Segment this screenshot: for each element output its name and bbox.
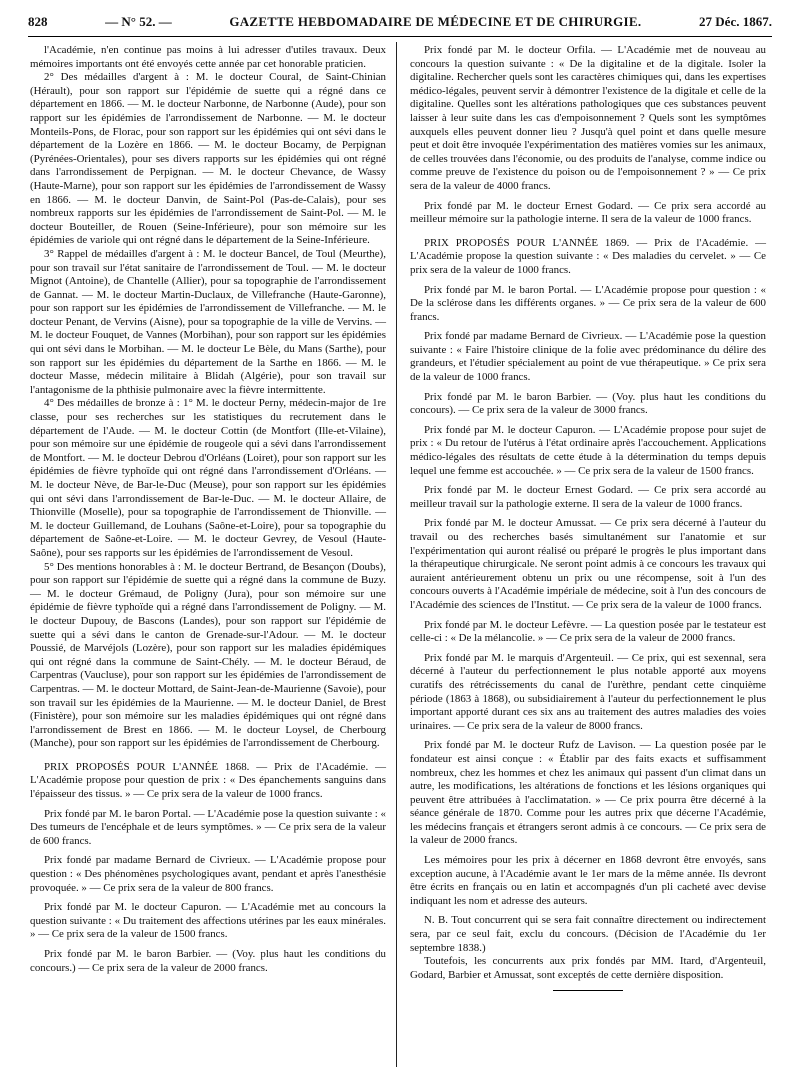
prize-paragraph: Prix fondé par M. le docteur Orfila. — L'Académie met de nouveau au concours la question suivante : « De la digitaline et de la digitale. Isoler la digitaline. Rechercher quels sont les caractères chimiques qui, dans les expertises médico-légales, peuvent servir à démontrer l'existence de la digitale et celle de la digitaline. Quelles sont les altérations pathologiques que ces substances peuvent laisser à leur suite dans les cas d'empoisonnement ? Quels sont les symptômes auxquels elles peuvent donner lieu ? Jusqu'à quel point et dans quelle mesure peut et doit être invoquée l'expérimentation des matières vomies sur les animaux, de celles trouvées dans l'économie, ou des produits de l'analyse, comme indice ou comme preuve de l'existence du poison ou de l'empoisonnement ? » — Ce prix sera de la valeur de 4000 francs. — [410, 44, 766, 192]
paragraph: Les mémoires pour les prix à décerner en 1868 devront être envoyés, sans exception aucune, à l'Académie avant le 1er mars de la même année. Ils devront être écrits en français ou en latin et accompagnés d'un pli cacheté avec devise indiquant les nom et adresse des auteurs. — [410, 854, 766, 907]
prize-paragraph: Prix fondé par M. le docteur Capuron. — L'Académie propose pour sujet de prix : « Du retour de l'utérus à l'état ordinaire après l'accouchement. Applications médico-légales des résultats de cette étude à la détermination du temps depuis lequel une femme est accouchée. » — Ce prix sera de la valeur de 1500 francs. — [410, 423, 766, 477]
prize-paragraph: Prix fondé par M. le docteur Amussat. — Ce prix sera décerné à l'auteur du travail ou des recherches basés simultanément sur l'anatomie et sur l'expérimentation qui auront réalisé ou préparé le progrès le plus important dans la thérapeutique chirurgicale. Ne seront point admis à ce concours les travaux qui auraient antérieurement obtenu un prix ou une récompense, soit à l'un des concours ouverts à l'Académie impériale de médecine, soit à l'un des concours de l'Académie des sciences de l'Institut. — Ce prix sera de la valeur de 1000 francs. — [410, 517, 766, 611]
prize-paragraph: Prix fondé par M. le docteur Ernest Godard. — Ce prix sera accordé au meilleur travail sur la pathologie externe. Il sera de la valeur de 1000 francs. — [410, 484, 766, 510]
header-rule — [28, 36, 772, 37]
prize-paragraph: Prix fondé par M. le baron Barbier. — (Voy. plus haut les conditions du concours). — Ce prix sera de la valeur de 3000 francs. — [410, 390, 766, 417]
section-heading-1869: PRIX PROPOSÉS POUR L'ANNÉE 1869. — Prix de l'Académie. — L'Académie propose la question suivante : « Des maladies du cervelet. » — Ce prix sera de la valeur de 1000 francs. — [410, 236, 766, 276]
paragraph: 4° Des médailles de bronze à : 1° M. le docteur Perny, médecin-major de 1re classe, pour ses recherches sur les statistiques du recrutement dans le département de l'Aude. — M. le docteur Cottin (de Montfort (Ille-et-Vilaine), pour son mémoire sur une épidémie de rougeole qui a sévi dans l'arrondissement de Montfort. — M. le docteur Debrou d'Orléans (Loiret), pour son rapport sur les épidémies de fièvre typhoïde qui ont régné dans l'arrondissement d'Orléans. — M. le docteur Nève, de Bar-le-Duc (Meuse), pour son rapport sur les épidémies qui ont sévi dans l'arrondissement de Bar-le-Duc. — M. le docteur Allaire, de Thionville (Moselle), pour sa topographie de l'arrondissement de Thionville. — M. le docteur Guillemand, de Louhans (Saône-et-Loire), pour sa topographie du département de Saône-et-Loire. — M. le docteur Gevrey, de Vesoul (Haute-Saône), pour ses rapports sur les épidémies de l'arrondissement de Vesoul. — [30, 397, 386, 559]
page-number: 828 — [28, 14, 48, 29]
left-column — [30, 44, 386, 975]
note-paragraph: N. B. Tout concurrent qui se sera fait connaître directement ou indirectement sera, par ce seul fait, exclu du concours. (Décision de l'Académie du 1er septembre 1838.) — [410, 914, 766, 954]
paragraph: Toutefois, les concurrents aux prix fondés par MM. Itard, d'Argenteuil, Godard, Barbier et Amussat, sont exceptés de cette dernière disposition. — [410, 955, 766, 981]
issue-date: 27 Déc. 1867. — [699, 14, 772, 29]
prize-paragraph: Prix fondé par M. le docteur Ernest Godard. — Ce prix sera accordé au meilleur mémoire sur la pathologie interne. Il sera de la valeur de 1000 francs. — [410, 199, 766, 226]
prize-paragraph: Prix fondé par M. le docteur Rufz de Lavison. — La question posée par le fondateur est ainsi conçue : « Établir par des faits exacts et suffisamment nombreux, chez les hommes et chez les animaux qui passent d'un climat dans un autre, les modifications, les altérations de fonctions et les lésions organiques qui peuvent être attribuées à l'acclimatation. » — Ce prix pourra être décerné à la séance générale de 1870. Comme pour les autres prix que décerne l'Académie, les médecins français et étrangers seront admis à ce concours. — Ce prix sera de la valeur de 2000 francs. — [410, 739, 766, 847]
end-rule — [553, 990, 623, 991]
prize-paragraph: Prix fondé par madame Bernard de Civrieux. — L'Académie pose la question suivante : « Faire l'histoire clinique de la folie avec prédominance du délire des grandeurs, et l'étudier spécialement au point de vue thérapeutique. » Ce prix sera de la valeur de 1000 francs. — [410, 330, 766, 384]
prize-paragraph: Prix fondé par M. le marquis d'Argenteuil. — Ce prix, qui est sexennal, sera décerné à l'auteur du perfectionnement le plus notable apporté aux moyens curatifs des rétrécissements du canal de l'urèthre, pendant cette cinquième période (1863 à 1868), ou subsidiairement à l'auteur du perfectionnement le plus important apporté durant ces six ans au traitement des autres maladies des voies urinaires. — Ce prix sera de la valeur de 8000 francs. — [410, 651, 766, 732]
right-column — [410, 44, 766, 991]
section-heading-1868: PRIX PROPOSÉS POUR L'ANNÉE 1868. — Prix de l'Académie. — L'Académie propose pour question de prix : « Des épanchements sanguins dans l'épaisseur des tissus. » — Ce prix sera de la valeur de 1000 francs. — [30, 760, 386, 801]
prize-paragraph: Prix fondé par M. le baron Portal. — L'Académie propose pour question : « De la sclérose dans les différents organes. » — Ce prix sera de la valeur de 600 francs. — [410, 283, 766, 323]
prize-paragraph: Prix fondé par M. le baron Portal. — L'Académie pose la question suivante : « Des tumeurs de l'encéphale et de leurs symptômes. » — Ce prix sera de la valeur de 600 francs. — [30, 807, 386, 847]
prize-paragraph: Prix fondé par M. le docteur Capuron. — L'Académie met au concours la question suivante : « Du traitement des affections utérines par les eaux minérales. » — Ce prix sera de la valeur de 1500 francs. — [30, 901, 386, 941]
issue-number: — N° 52. — — [105, 14, 172, 29]
paragraph: 2° Des médailles d'argent à : M. le docteur Coural, de Saint-Chinian (Hérault), pour son rapport sur l'épidémie de suette qui a régné dans ce département en 1866. — M. le docteur Narbonne, de Narbonne (Aude), pour son rapport sur les épidémies de l'arrondissement de Narbonne. — M. le docteur Monteils-Pons, de Florac, pour son rapport sur les épidémies qui ont sévi dans le département de la Lozère en 1866. — M. le docteur Bocamy, de Perpignan (Pyrénées-Orientales), pour ses divers rapports sur les épidémies qui ont régné dans l'arrondissement de Perpignan. — M. le docteur Chevance, de Wassy (Haute-Marne), pour son rapport sur les épidémies de l'arrondissement de Wassy en 1866. — M. le docteur Danvin, de Saint-Pol (Pas-de-Calais), pour ses nombreux rapports sur les épidémies de l'arrondissement de Saint-Pol. — M. le docteur Bouteiller, de Rouen (Seine-Inférieure), pour son mémoire sur les épidémies de variole qui ont régné dans le département de la Seine-Inférieure. — [30, 71, 386, 247]
page-header — [28, 10, 772, 34]
paragraph: 5° Des mentions honorables à : M. le docteur Bertrand, de Besançon (Doubs), pour son rapport sur l'épidémie de suette qui a régné dans la commune de Buzy. — M. le docteur Grémaud, de Poligny (Jura), pour son mémoire sur une épidémie de fièvre typhoïde qui a régné dans l'arrondissement de Poligny. — M. le docteur Dupouy, de Bascons (Landes), pour son rapport sur l'épidémie de suette qui a sévi dans le canton de Grenade-sur-l'Adour. — M. le docteur Poussié, de Marvéjols (Lozère), pour son rapport sur les maladies épidémiques qui ont régné dans la commune de Saint-Chély. — M. le docteur Béraud, de Carpentras (Vaucluse), pour son rapport sur les épidémies de l'arrondissement de Carpentras. — M. le docteur Mottard, de Saint-Jean-de-Maurienne (Savoie), pour son travail sur les épidémies de la Maurienne. — M. le docteur Daniel, de Brest (Finistère), pour son mémoire sur les maladies épidémiques qui ont régné dans l'arrondissement de Brest en 1866. — M. le docteur Loysel, de Cherbourg (Manche), pour son rapport sur les épidémies de l'arrondissement de Cherbourg. — [30, 560, 386, 750]
column-separator — [396, 42, 397, 1067]
prize-paragraph: Prix fondé par M. le docteur Lefèvre. — La question posée par le testateur est celle-ci : « De la mélancolie. » — Ce prix sera de la valeur de 2000 francs. — [410, 618, 766, 645]
paragraph: 3° Rappel de médailles d'argent à : M. le docteur Bancel, de Toul (Meurthe), pour son travail sur l'état sanitaire de l'arrondissement de Toul. — M. le docteur Mignot (Antoine), de Chantelle (Allier), pour sa topographie de l'arrondissement de Gannat. — M. le docteur Martin-Duclaux, de Villefranche (Haute-Garonne), pour son rapport sur les épidémies de l'arrondissement de Villefranche. — M. le docteur Penant, de Vervins (Aisne), pour sa topographie de la ville de Vervins. — M. le docteur Fouquet, de Vannes (Morbihan), pour son rapport sur les épidémies qui ont sévi dans le Morbihan. — M. le docteur Le Bèle, du Mans (Sarthe), pour son rapport sur les épidémies du département de la Sarthe en 1866. — M. le docteur Masse, médecin militaire à Blidah (Algérie), pour son travail sur l'antagonisme de la phthisie pulmonaire avec la fièvre intermittente. — [30, 247, 386, 396]
prize-paragraph: Prix fondé par madame Bernard de Civrieux. — L'Académie propose pour question : « Des phénomènes psychologiques avant, pendant et après l'anesthésie provoquée. » — Ce prix sera de la valeur de 800 francs. — [30, 854, 386, 894]
journal-title: GAZETTE HEBDOMADAIRE DE MÉDECINE ET DE CHIRURGIE. — [229, 14, 642, 29]
prize-paragraph: Prix fondé par M. le baron Barbier. — (Voy. plus haut les conditions du concours.) — Ce prix sera de la valeur de 2000 francs. — [30, 948, 386, 974]
paragraph: l'Académie, n'en continue pas moins à lui adresser d'utiles travaux. Deux mémoires importants ont été envoyés cette année par cet honorable praticien. — [30, 44, 386, 70]
